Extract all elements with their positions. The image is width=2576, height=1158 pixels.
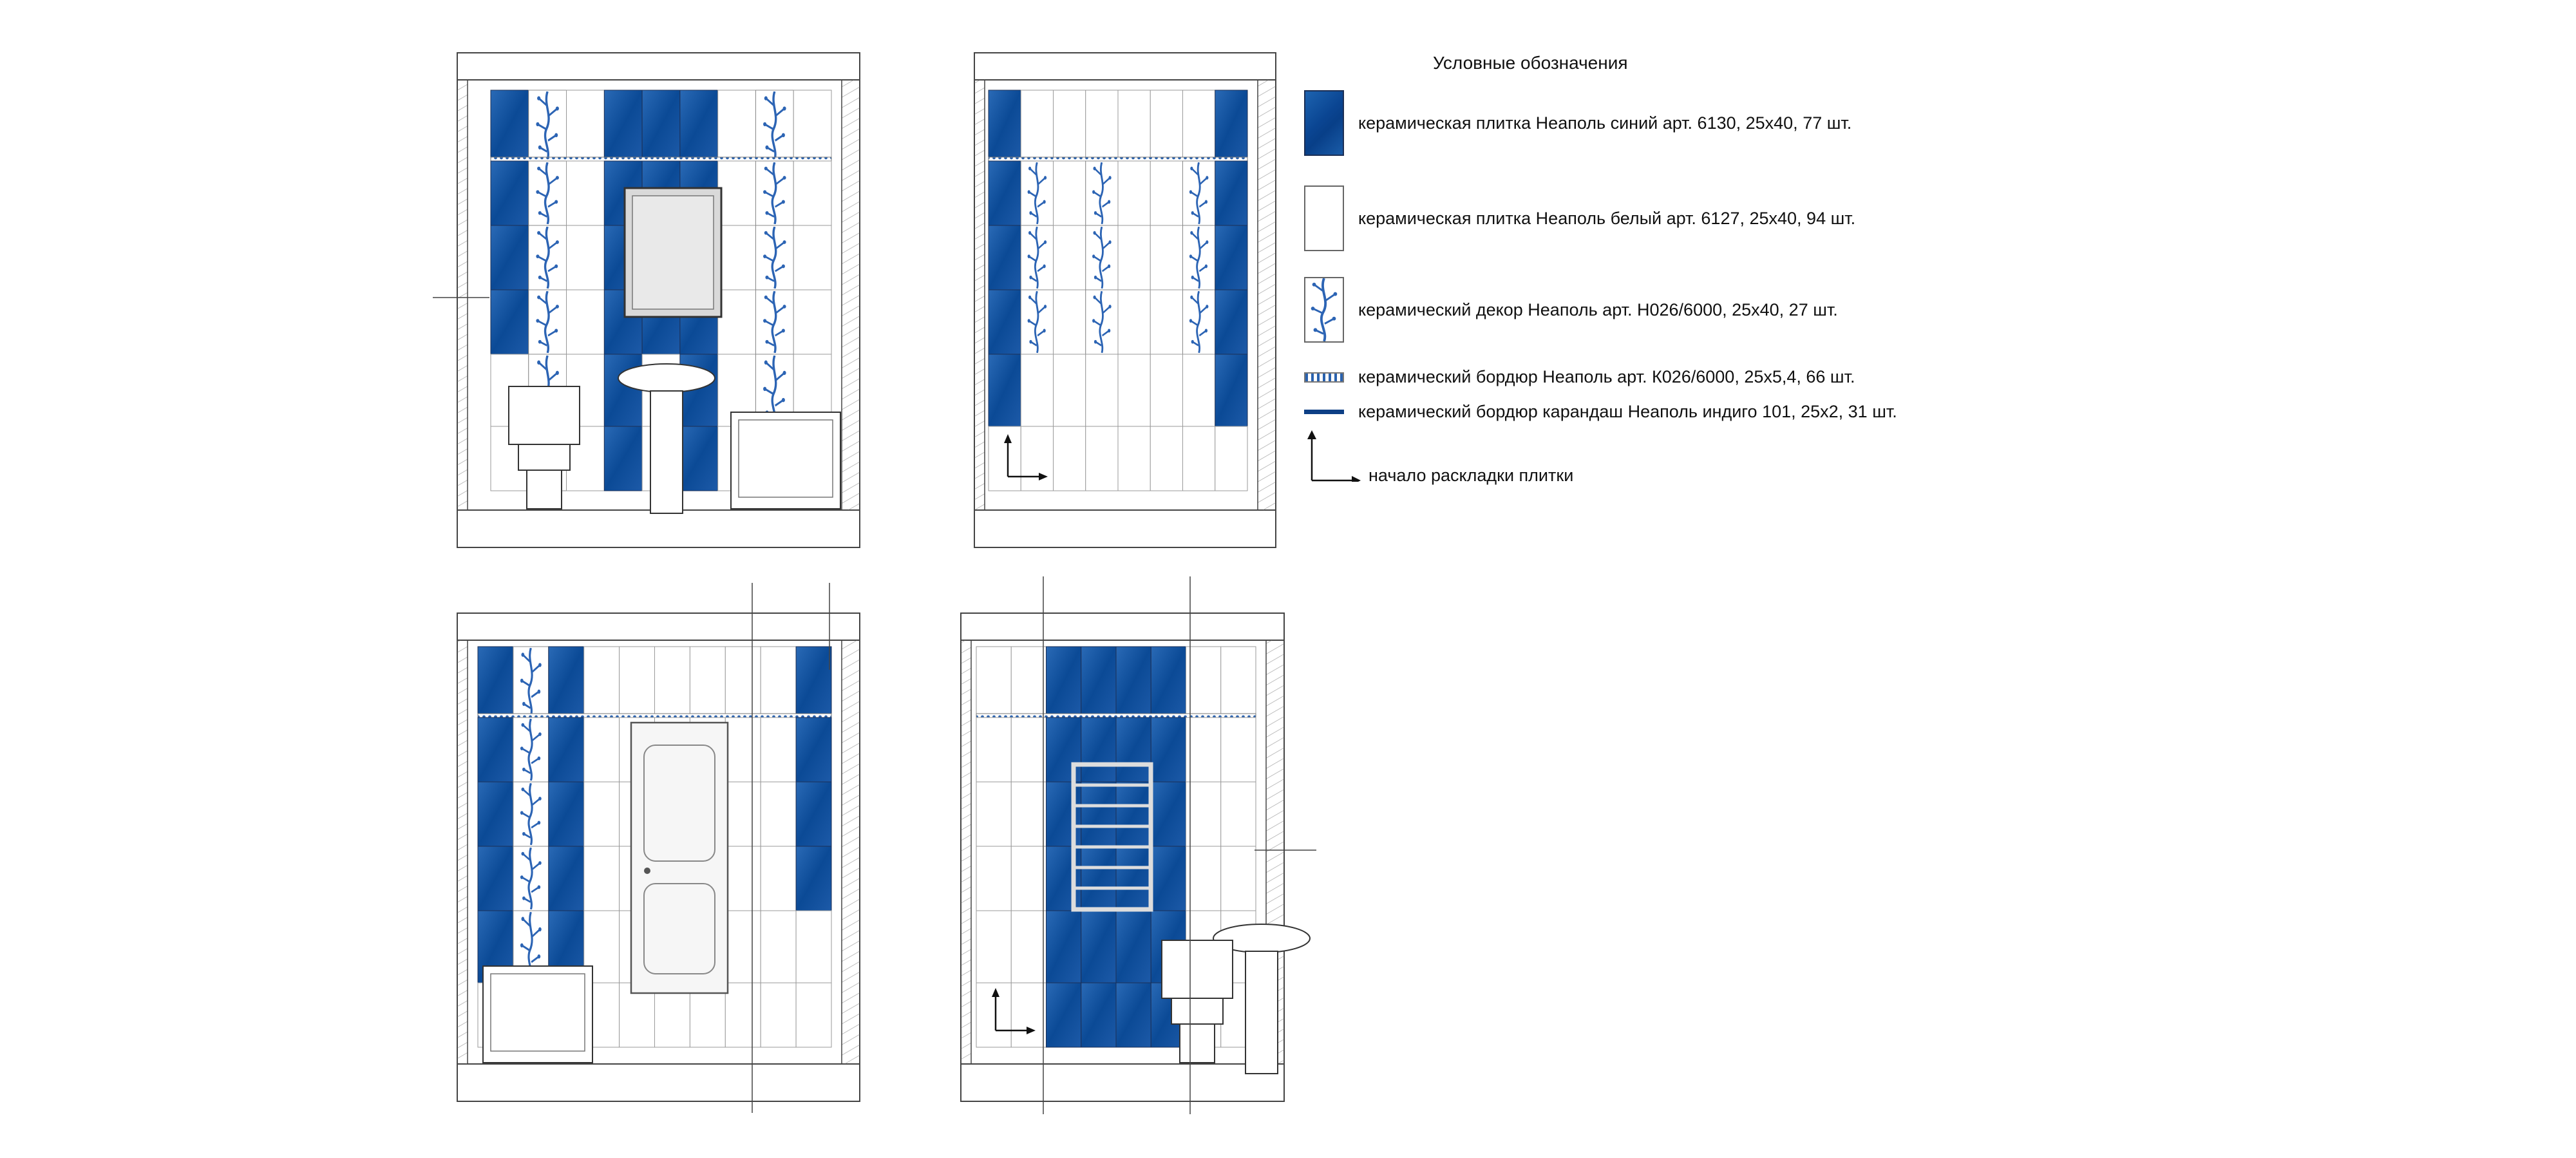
white-tile	[976, 846, 1011, 911]
blue-tile	[491, 290, 529, 354]
legend-item-decor-tile	[1304, 277, 1838, 343]
white-tile	[976, 782, 1011, 846]
side-wall-hatch	[1258, 80, 1276, 510]
blue-tile	[1116, 983, 1151, 1047]
start-label: начало раскладки плитки	[1368, 466, 1574, 485]
blue-tile	[1081, 717, 1116, 782]
white-tile	[1011, 647, 1046, 717]
bathtub	[483, 966, 592, 1063]
legend-title: Условные обозначения	[1433, 53, 1628, 73]
wall-1	[457, 53, 860, 547]
blue-tile	[1081, 983, 1116, 1047]
white-tile	[1118, 354, 1150, 426]
legend-item-start	[1304, 430, 1574, 485]
blue-tile	[989, 90, 1021, 161]
toilet-tank	[1162, 940, 1233, 998]
white-tile	[1186, 647, 1221, 717]
white-tile	[793, 90, 831, 161]
mirror-glass	[632, 196, 714, 309]
blue-tile	[1046, 983, 1081, 1047]
white-tile	[1086, 426, 1118, 491]
white-tile	[1086, 90, 1118, 161]
legend-item-label: керамический декор Неаполь арт. Н026/6000, 25х40, 27 шт.	[1358, 299, 1838, 319]
sink-pedestal	[650, 391, 683, 513]
side-wall-hatch	[457, 80, 468, 510]
white-tile	[761, 983, 796, 1047]
border-swatch	[1304, 372, 1344, 383]
toilet-seat	[1171, 998, 1223, 1024]
wall-3	[457, 613, 860, 1101]
white-tile	[1183, 426, 1215, 491]
blue-tile	[491, 161, 529, 225]
decor-tile-swatch	[1304, 277, 1344, 343]
blue-tile	[1215, 225, 1247, 290]
blue-tile	[1046, 846, 1081, 911]
white-tile	[725, 717, 761, 782]
toilet-tank	[509, 386, 580, 444]
blue-tile	[1046, 911, 1081, 983]
pencil-border-swatch	[1304, 410, 1344, 414]
white-tile	[567, 225, 605, 290]
white-tile	[1011, 911, 1046, 983]
blue-tile	[1046, 717, 1081, 782]
start-arrow-icon	[1304, 430, 1362, 482]
white-tile	[690, 647, 725, 717]
white-tile	[1118, 426, 1150, 491]
white-tile	[761, 911, 796, 983]
white-tile	[567, 90, 605, 161]
blue-tile	[1116, 647, 1151, 717]
blue-tile	[796, 782, 831, 846]
blue-tile	[549, 647, 584, 717]
white-tile	[1021, 354, 1053, 426]
legend-item-blue-tile	[1304, 90, 1852, 156]
blue-tile	[1081, 647, 1116, 717]
legend-item-label: керамический бордюр карандаш Неаполь индиго 101, 25х2, 31 шт.	[1358, 402, 1897, 421]
white-tile	[1221, 717, 1256, 782]
white-tile	[976, 717, 1011, 782]
white-tile	[976, 647, 1011, 717]
side-wall-hatch	[457, 640, 468, 1064]
white-tile	[1086, 354, 1118, 426]
blue-tile	[796, 846, 831, 911]
white-tile	[567, 161, 605, 225]
legend-item-pencil-border	[1304, 402, 1897, 422]
white-tile	[620, 647, 655, 717]
toilet-seat	[518, 444, 570, 470]
white-tile	[1150, 225, 1182, 290]
white-tile	[1011, 717, 1046, 782]
white-tile-swatch	[1304, 185, 1344, 251]
door-handle-icon	[644, 868, 650, 874]
white-tile	[1011, 846, 1046, 911]
white-tile	[1150, 90, 1182, 161]
white-tile	[1183, 354, 1215, 426]
blue-tile	[604, 354, 642, 426]
blue-tile	[491, 90, 529, 161]
white-tile	[1118, 225, 1150, 290]
blue-tile	[478, 782, 513, 846]
white-tile	[796, 911, 831, 983]
legend-item-white-tile	[1304, 185, 1855, 251]
sink-pedestal	[1245, 951, 1278, 1074]
blue-tile	[1116, 846, 1151, 911]
blue-tile	[989, 225, 1021, 290]
blue-tile	[604, 426, 642, 491]
blue-tile	[796, 717, 831, 782]
blue-tile	[1116, 911, 1151, 983]
legend-item-label: керамический бордюр Неаполь арт. К026/6000, 25х5,4, 66 шт.	[1358, 367, 1855, 386]
white-tile	[1221, 647, 1256, 717]
bathtub	[731, 412, 840, 509]
branch-icon	[1305, 278, 1343, 341]
blue-tile	[1046, 647, 1081, 717]
blue-tile	[1081, 911, 1116, 983]
white-tile	[718, 90, 756, 161]
blue-tile	[478, 717, 513, 782]
white-tile	[1183, 90, 1215, 161]
side-wall-hatch	[842, 640, 860, 1064]
blue-tile	[1081, 846, 1116, 911]
white-tile	[1215, 426, 1247, 491]
white-tile	[1221, 846, 1256, 911]
white-tile	[725, 911, 761, 983]
side-wall-hatch	[961, 640, 971, 1064]
blue-tile	[1215, 290, 1247, 354]
blue-tile	[680, 426, 718, 491]
white-tile	[1054, 426, 1086, 491]
toilet-base	[1180, 1024, 1215, 1063]
blue-tile	[604, 90, 642, 161]
blue-tile	[478, 647, 513, 717]
white-tile	[584, 647, 620, 717]
white-tile	[1054, 290, 1086, 354]
blue-tile	[989, 290, 1021, 354]
blue-tile	[549, 846, 584, 911]
blue-tile	[1215, 161, 1247, 225]
white-tile	[1186, 846, 1221, 911]
white-tile	[655, 647, 690, 717]
blue-tile	[491, 225, 529, 290]
blue-tile	[1081, 782, 1116, 846]
blue-tile	[1116, 717, 1151, 782]
white-tile	[1150, 426, 1182, 491]
white-tile	[725, 846, 761, 911]
blue-tile	[680, 90, 718, 161]
white-tile	[584, 717, 620, 782]
white-tile	[1054, 90, 1086, 161]
white-tile	[1021, 90, 1053, 161]
white-tile	[718, 290, 756, 354]
blue-tile	[1151, 647, 1186, 717]
blue-tile	[1046, 782, 1081, 846]
white-tile	[1150, 161, 1182, 225]
white-tile	[793, 225, 831, 290]
white-tile	[725, 647, 761, 717]
white-tile	[725, 782, 761, 846]
blue-tile	[1151, 717, 1186, 782]
white-tile	[1221, 782, 1256, 846]
blue-tile	[549, 717, 584, 782]
toilet-base	[527, 470, 562, 509]
white-tile	[1150, 354, 1182, 426]
blue-tile	[549, 782, 584, 846]
white-tile	[761, 717, 796, 782]
blue-tile	[1116, 782, 1151, 846]
white-tile	[1011, 782, 1046, 846]
blue-tile	[1215, 90, 1247, 161]
blue-tile	[796, 647, 831, 717]
blue-tile	[989, 354, 1021, 426]
sink-bowl	[618, 364, 715, 392]
white-tile	[584, 846, 620, 911]
blue-tile	[478, 846, 513, 911]
white-tile	[1011, 983, 1046, 1047]
white-tile	[761, 782, 796, 846]
white-tile	[1054, 354, 1086, 426]
wall-2	[974, 53, 1276, 547]
white-tile	[1054, 225, 1086, 290]
blue-tile-swatch	[1304, 90, 1344, 156]
white-tile	[718, 161, 756, 225]
white-tile	[1054, 161, 1086, 225]
legend-item-label: керамическая плитка Неаполь белый арт. 6127, 25х40, 94 шт.	[1358, 208, 1856, 228]
legend-item-border	[1304, 367, 1855, 387]
blue-tile	[1151, 782, 1186, 846]
side-wall-hatch	[974, 80, 985, 510]
white-tile	[989, 426, 1021, 491]
white-tile	[1150, 290, 1182, 354]
legend-item-label: керамическая плитка Неаполь синий арт. 6130, 25х40, 77 шт.	[1358, 113, 1852, 133]
door	[631, 723, 728, 993]
white-tile	[1118, 290, 1150, 354]
blue-tile	[1151, 846, 1186, 911]
white-tile	[718, 225, 756, 290]
white-tile	[976, 911, 1011, 983]
white-tile	[584, 782, 620, 846]
white-tile	[793, 161, 831, 225]
white-tile	[567, 290, 605, 354]
white-tile	[1118, 161, 1150, 225]
white-tile	[1186, 717, 1221, 782]
white-tile	[761, 846, 796, 911]
wall-4	[961, 613, 1310, 1101]
blue-tile	[1215, 354, 1247, 426]
white-tile	[761, 647, 796, 717]
blue-tile	[642, 90, 680, 161]
white-tile	[725, 983, 761, 1047]
white-tile	[796, 983, 831, 1047]
side-wall-hatch	[842, 80, 860, 510]
white-tile	[793, 290, 831, 354]
white-tile	[1118, 90, 1150, 161]
white-tile	[1186, 782, 1221, 846]
blue-tile	[989, 161, 1021, 225]
white-tile	[1021, 426, 1053, 491]
